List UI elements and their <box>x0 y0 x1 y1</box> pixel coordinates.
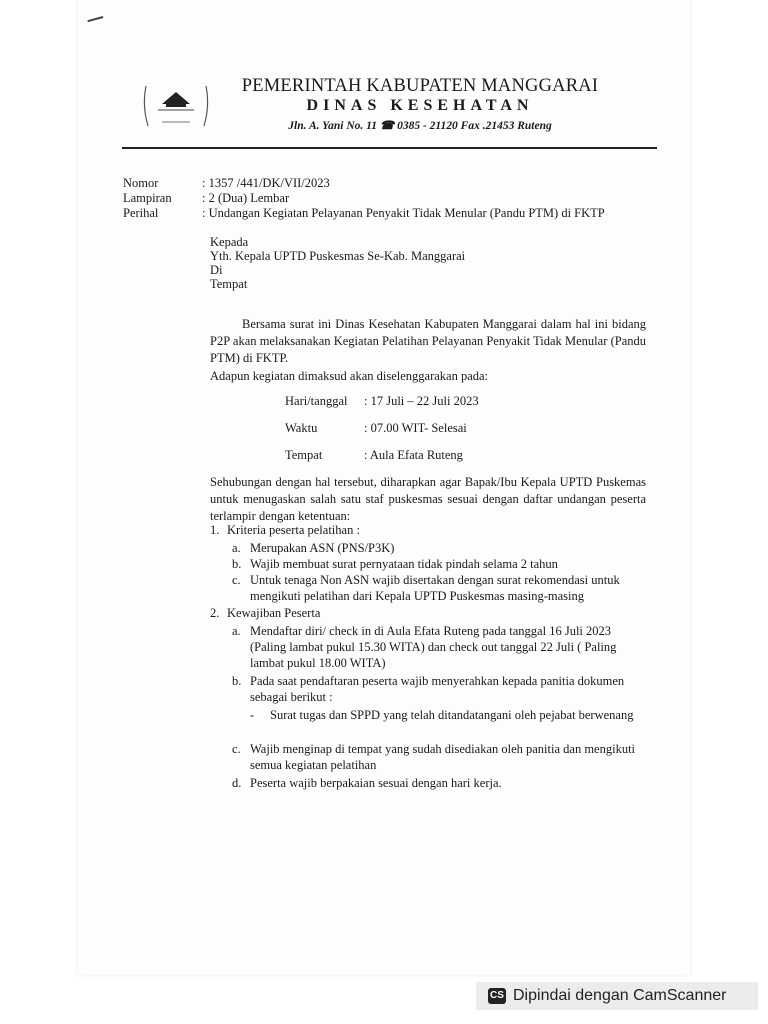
event-place-label: Tempat <box>285 448 323 462</box>
list-item-2c-text: Wajib menginap di tempat yang sudah disediakan oleh panitia dan mengikuti semua kegiatan pelatihan <box>250 742 636 772</box>
list-item-2d-text: Peserta wajib berpakaian sesuai dengan hari kerja. <box>250 776 502 790</box>
nomor-label: Nomor <box>123 176 159 190</box>
recipient-tempat: Tempat <box>210 277 248 291</box>
body-paragraph-2: Adapun kegiatan dimaksud akan diselenggarakan pada: <box>210 369 489 383</box>
nomor-value: : 1357 /441/DK/VII/2023 <box>202 176 330 190</box>
list-item-2-title: Kewajiban Peserta <box>227 606 321 620</box>
list-item-1a-text: Merupakan ASN (PNS/P3K) <box>250 541 395 555</box>
event-place-value: : Aula Efata Ruteng <box>364 448 463 462</box>
list-item-2a-marker: a. <box>232 624 241 638</box>
list-item-1b-marker: b. <box>232 557 242 571</box>
list-item-2b-dash: - <box>250 708 255 722</box>
body-paragraph-3: Sehubungan dengan hal tersebut, diharapkan agar Bapak/Ibu Kepala UPTD Puskemas untuk menugaskan salah satu staf puskesmas sesuai dengan daftar undangan peserta terlampir dengan ketentuan: <box>210 475 646 523</box>
list-item-1-title: Kriteria peserta pelatihan : <box>227 523 360 537</box>
camscanner-icon: CS <box>488 988 506 1004</box>
event-time-value: : 07.00 WIT- Selesai <box>364 421 467 435</box>
list-item-1a-marker: a. <box>232 541 241 555</box>
lampiran-value: : 2 (Dua) Lembar <box>202 191 290 205</box>
list-item-1c-marker: c. <box>232 573 241 587</box>
list-item-2d-marker: d. <box>232 776 242 790</box>
perihal-label: Perihal <box>123 206 159 220</box>
list-item-2a-text: Mendaftar diri/ check in di Aula Efata Ruteng pada tanggal 16 Juli 2023 (Paling lambat pukul 15.30 WITA) dan check out tanggal 22 Juli ( Paling lambat pukul 18.00 WITA) <box>250 624 617 670</box>
lampiran-label: Lampiran <box>123 191 172 205</box>
camscanner-text: Dipindai dengan CamScanner <box>513 987 727 1004</box>
list-item-1c-text: Untuk tenaga Non ASN wajib disertakan dengan surat rekomendasi untuk mengikuti pelatihan dari Kepala UPTD Puskesmas masing-masing <box>250 573 620 603</box>
perihal-value: : Undangan Kegiatan Pelayanan Penyakit Tidak Menular (Pandu PTM) di FKTP <box>202 206 605 220</box>
letterhead-divider <box>122 147 657 149</box>
recipient-di: Di <box>210 263 223 277</box>
letterhead-agency: DINAS KESEHATAN <box>306 97 534 114</box>
list-item-1-number: 1. <box>210 523 220 537</box>
event-date-value: : 17 Juli – 22 Juli 2023 <box>364 394 479 408</box>
recipient-kepada: Kepada <box>210 235 249 249</box>
body-paragraph-1: Bersama surat ini Dinas Kesehatan Kabupaten Manggarai dalam hal ini bidang P2P akan melaksanakan Kegiatan Pelatihan Pelayanan Penyakit Tidak Menular (Pandu PTM) di FKTP. <box>210 317 646 365</box>
recipient-name: Yth. Kepala UPTD Puskesmas Se-Kab. Manggarai <box>210 249 466 263</box>
event-time-label: Waktu <box>285 421 318 435</box>
event-date-label: Hari/tanggal <box>285 394 348 408</box>
list-item-2b-document: Surat tugas dan SPPD yang telah ditandatangani oleh pejabat berwenang <box>270 708 634 722</box>
list-item-1b-text: Wajib membuat surat pernyataan tidak pindah selama 2 tahun <box>250 557 558 571</box>
list-item-2-number: 2. <box>210 606 220 620</box>
letterhead-address: Jln. A. Yani No. 11 ☎ 0385 - 21120 Fax .21453 Ruteng <box>288 120 552 132</box>
regency-emblem-logo <box>140 80 212 132</box>
list-item-2c-marker: c. <box>232 742 241 756</box>
list-item-2b-marker: b. <box>232 674 242 688</box>
letterhead-government: PEMERINTAH KABUPATEN MANGGARAI <box>241 76 599 96</box>
list-item-2b-text: Pada saat pendaftaran peserta wajib menyerahkan kepada panitia dokumen sebagai berikut : <box>250 674 625 704</box>
